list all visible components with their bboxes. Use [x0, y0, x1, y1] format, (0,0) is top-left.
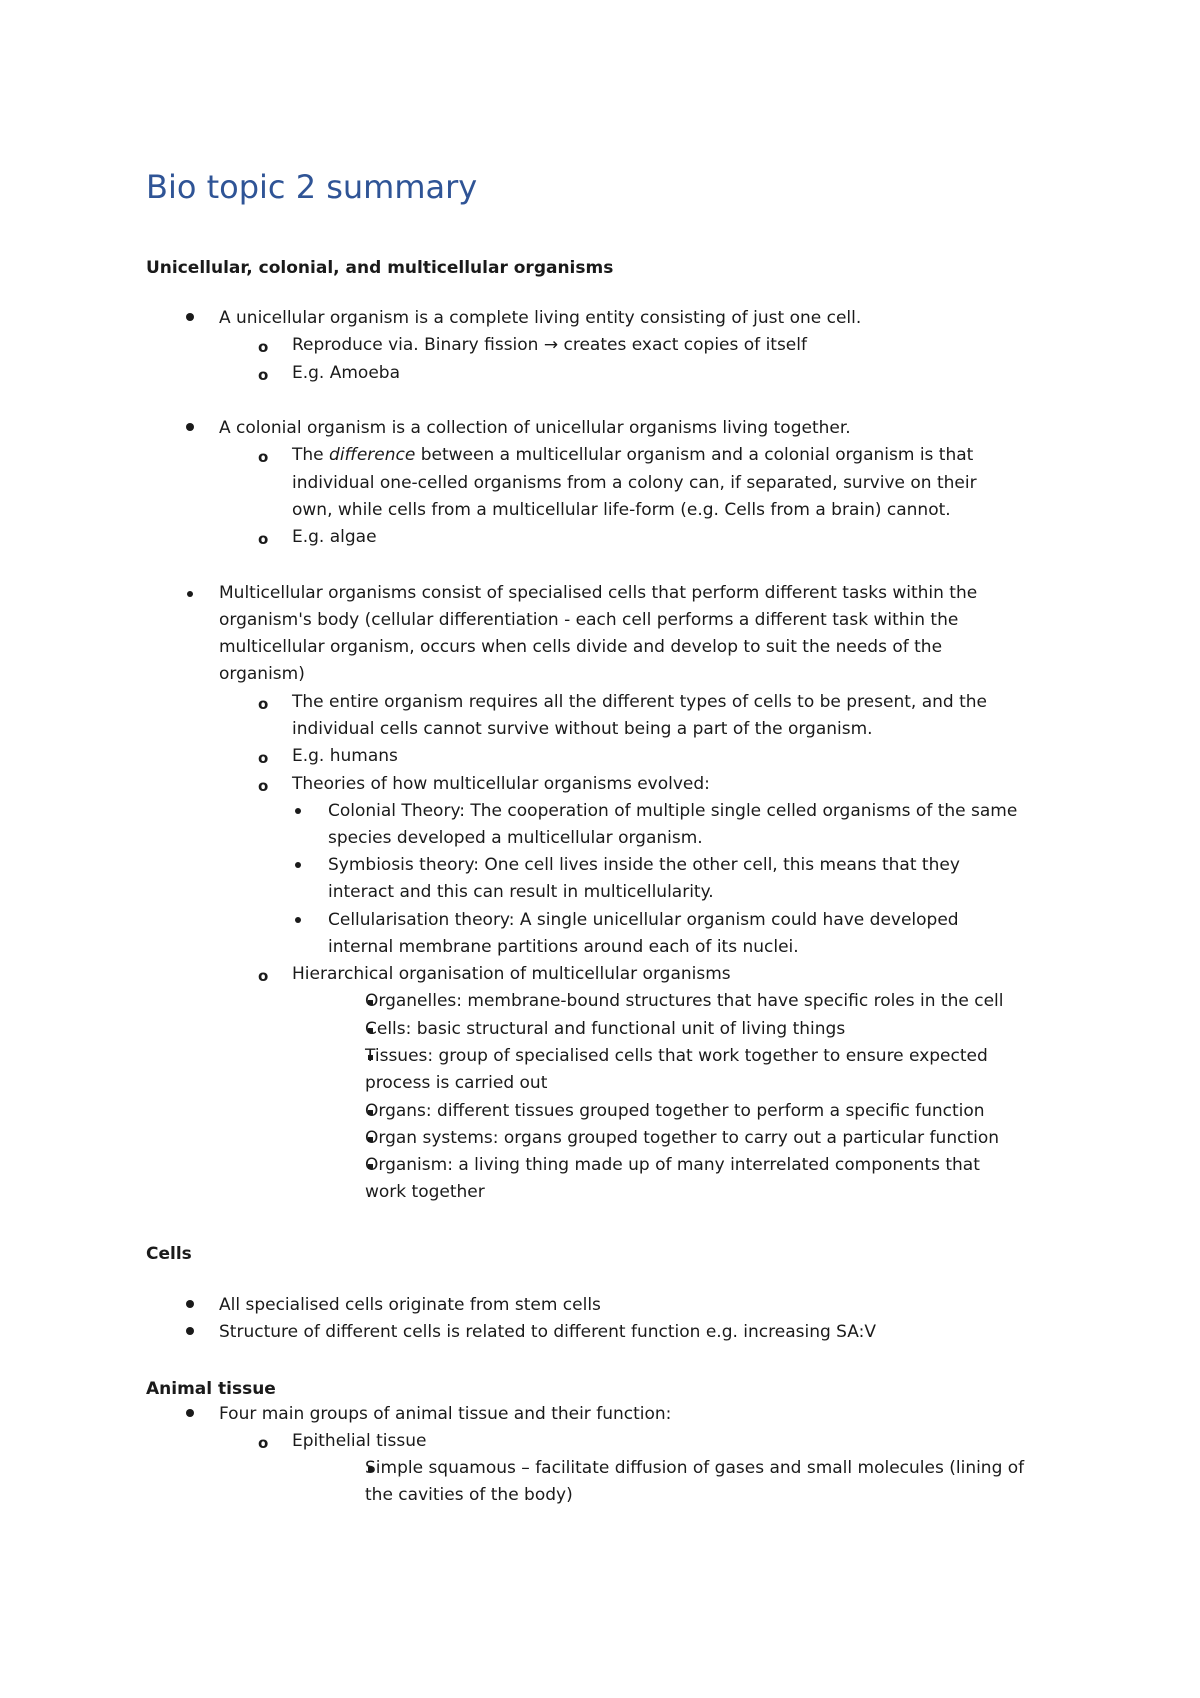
list-item-structure-function: Structure of different cells is related to different function e.g. increasing SA:V [219, 1322, 876, 1342]
circle-bullet-icon: o [258, 695, 269, 713]
difference-pre: The [292, 445, 330, 465]
list-item-multicellular-line1: Multicellular organisms consist of specialised cells that perform different tasks within the [219, 583, 978, 603]
list-item-colonial: A colonial organism is a collection of unicellular organisms living together. [219, 418, 851, 438]
bullet-icon [295, 808, 301, 814]
binary-fission-text-1: Reproduce via. Binary fission [292, 335, 544, 355]
right-arrow-icon: → [543, 335, 559, 355]
section-heading-animal-tissue: Animal tissue [146, 1379, 276, 1399]
list-item-organism-line1: Organism: a living thing made up of many interrelated components that [365, 1155, 980, 1175]
list-item-organism-line2: work together [365, 1182, 485, 1202]
circle-bullet-icon: o [258, 967, 269, 985]
bullet-icon [186, 1409, 194, 1417]
list-item-difference-line3: own, while cells from a multicellular life-form (e.g. Cells from a brain) cannot. [292, 500, 951, 520]
list-item-epithelial: Epithelial tissue [292, 1431, 427, 1451]
list-item-cellularisation-line1: Cellularisation theory: A single unicellular organism could have developed [328, 910, 959, 930]
bullet-icon [186, 313, 194, 321]
circle-bullet-icon: o [258, 366, 269, 384]
bullet-icon [187, 591, 193, 597]
circle-bullet-icon: o [258, 338, 269, 356]
bullet-icon [186, 1300, 194, 1308]
list-item-difference-line2: individual one-celled organisms from a colony can, if separated, survive on their [292, 473, 977, 493]
list-item-colonial-theory-line2: species developed a multicellular organism. [328, 828, 703, 848]
circle-bullet-icon: o [258, 448, 269, 466]
list-item-four-groups: Four main groups of animal tissue and their function: [219, 1404, 672, 1424]
list-item-organ-systems: Organ systems: organs grouped together to carry out a particular function [365, 1128, 1000, 1148]
list-item-algae: E.g. algae [292, 527, 377, 547]
list-item-difference-line1 [292, 442, 973, 469]
bullet-icon [295, 917, 301, 923]
list-item-unicellular: A unicellular organism is a complete living entity consisting of just one cell. [219, 308, 862, 328]
difference-post: between a multicellular organism and a colonial organism is that [415, 445, 974, 465]
list-item-organs: Organs: different tissues grouped together to perform a specific function [365, 1101, 985, 1121]
section-heading-organisms: Unicellular, colonial, and multicellular organisms [146, 258, 614, 278]
list-item-symbiosis-line1: Symbiosis theory: One cell lives inside the other cell, this means that they [328, 855, 960, 875]
list-item-simple-squamous-line2: the cavities of the body) [365, 1485, 573, 1505]
bullet-icon [186, 1327, 194, 1335]
list-item-entire-organism-line1: The entire organism requires all the different types of cells to be present, and the [292, 692, 987, 712]
list-item-theories: Theories of how multicellular organisms evolved: [292, 774, 710, 794]
list-item-tissues-line2: process is carried out [365, 1073, 548, 1093]
list-item-cells: Cells: basic structural and functional unit of living things [365, 1019, 846, 1039]
circle-bullet-icon: o [258, 530, 269, 548]
list-item-cellularisation-line2: internal membrane partitions around each of its nuclei. [328, 937, 799, 957]
list-item-hierarchy: Hierarchical organisation of multicellular organisms [292, 964, 731, 984]
bullet-icon [295, 862, 301, 868]
list-item-symbiosis-line2: interact and this can result in multicellularity. [328, 882, 714, 902]
binary-fission-text-2: creates exact copies of itself [558, 335, 807, 355]
circle-bullet-icon: o [258, 1434, 269, 1452]
list-item-multicellular-line3: multicellular organism, occurs when cells divide and develop to suit the needs of the [219, 637, 943, 657]
list-item-multicellular-line4: organism) [219, 664, 305, 684]
circle-bullet-icon: o [258, 749, 269, 767]
bullet-icon [186, 423, 194, 431]
list-item-stem-cells: All specialised cells originate from stem cells [219, 1295, 601, 1315]
circle-bullet-icon: o [258, 777, 269, 795]
list-item-organelles-text: Organelles: membrane-bound structures that have specific roles in the cell [365, 991, 1004, 1011]
section-heading-cells: Cells [146, 1244, 192, 1264]
list-item-amoeba: E.g. Amoeba [292, 363, 401, 383]
list-item-tissues-line1: Tissues: group of specialised cells that work together to ensure expected [365, 1046, 988, 1066]
list-item-entire-organism-line2: individual cells cannot survive without being a part of the organism. [292, 719, 873, 739]
list-item-humans: E.g. humans [292, 746, 398, 766]
document-title: Bio topic 2 summary [146, 168, 478, 206]
list-item-multicellular-line2: organism's body (cellular differentiation - each cell performs a different task within the [219, 610, 959, 630]
list-item-simple-squamous-line1: Simple squamous – facilitate diffusion of gases and small molecules (lining of [365, 1458, 1025, 1478]
list-item-binary-fission [292, 332, 807, 359]
difference-emphasis: difference [329, 445, 416, 465]
list-item-colonial-theory-line1: Colonial Theory: The cooperation of multiple single celled organisms of the same [328, 801, 1018, 821]
